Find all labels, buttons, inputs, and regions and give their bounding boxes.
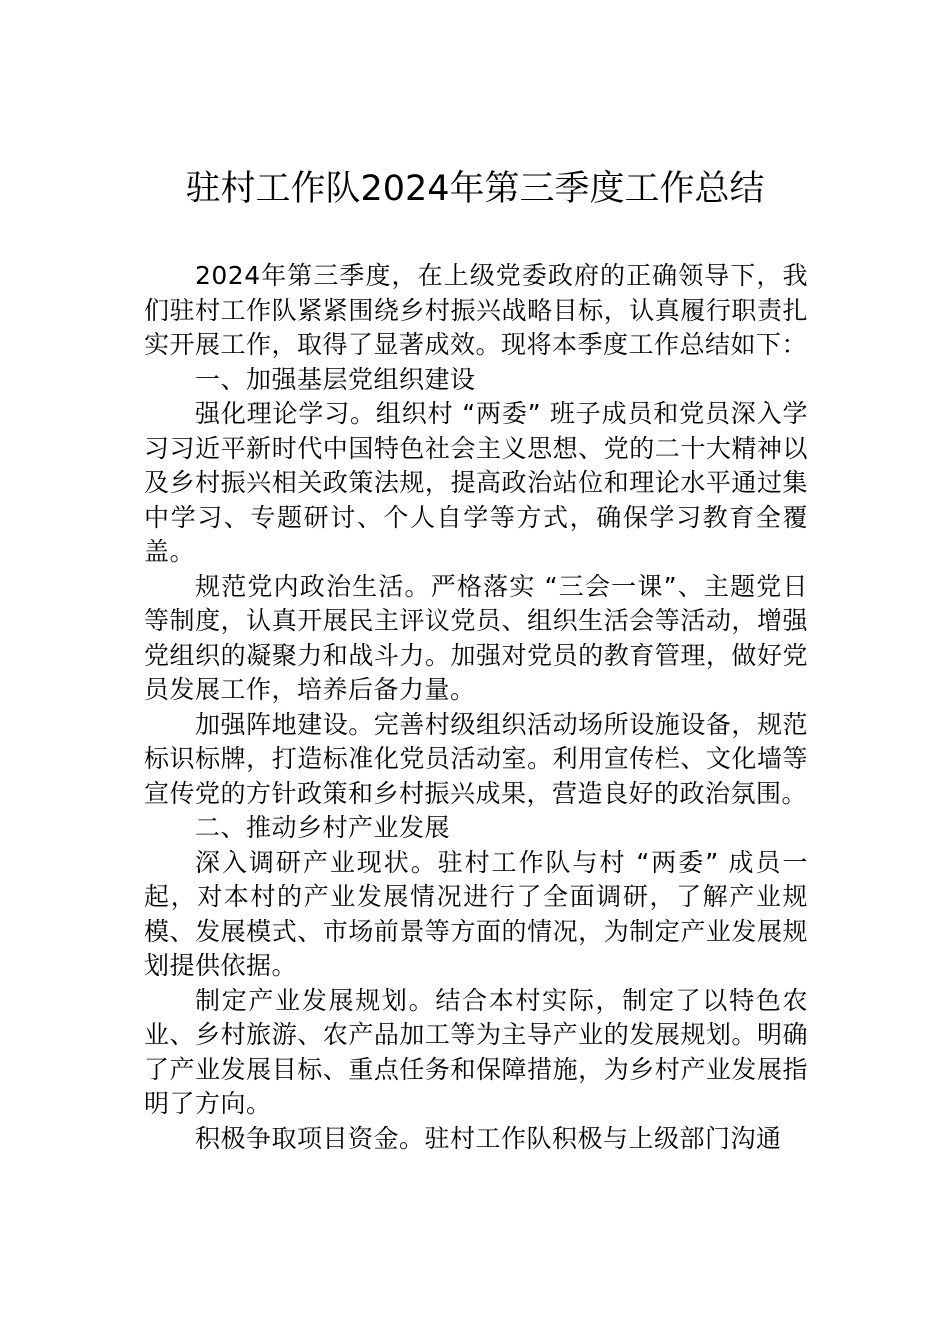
document-body <box>144 259 808 1156</box>
document-title: 驻村工作队2024年第三季度工作总结 <box>185 169 765 209</box>
paragraph-intro: 2024年第三季度，在上级党委政府的正确领导下，我们驻村工作队紧紧围绕乡村振兴战略目标，认真履行职责扎实开展工作，取得了显著成效。现将本季度工作总结如下： <box>144 261 808 359</box>
section-heading-2: 二、推动乡村产业发展 <box>195 813 451 842</box>
paragraph-theory-study: 强化理论学习。组织村 “两委” 班子成员和党员深入学习习近平新时代中国特色社会主义思想、党的二十大精神以及乡村振兴相关政策法规，提高政治站位和理论水平通过集中学习、专题研讨、个人自学等方式，确保学习教育全覆盖。 <box>144 399 808 566</box>
paragraph-party-life: 规范党内政治生活。严格落实 “三会一课”、主题党日等制度，认真开展民主评议党员、组织生活会等活动，增强党组织的凝聚力和战斗力。加强对党员的教育管理，做好党员发展工作，培养后备力量。 <box>144 571 808 704</box>
section-heading-1: 一、加强基层党组织建设 <box>195 364 476 394</box>
paragraph-project-funds: 积极争取项目资金。驻村工作队积极与上级部门沟通 <box>195 1123 782 1153</box>
paragraph-industry-plan: 制定产业发展规划。结合本村实际，制定了以特色农业、乡村旅游、农产品加工等为主导产业的发展规划。明确了产业发展目标、重点任务和保障措施，为乡村产业发展指明了方向。 <box>144 985 808 1118</box>
paragraph-industry-research: 深入调研产业现状。驻村工作队与村 “两委” 成员一起，对本村的产业发展情况进行了全面调研，了解产业规模、发展模式、市场前景等方面的情况，为制定产业发展规划提供依据。 <box>144 847 808 980</box>
paragraph-position-building: 加强阵地建设。完善村级组织活动场所设施设备，规范标识标牌，打造标准化党员活动室。利用宣传栏、文化墙等宣传党的方针政策和乡村振兴成果，营造良好的政治氛围。 <box>144 709 808 808</box>
